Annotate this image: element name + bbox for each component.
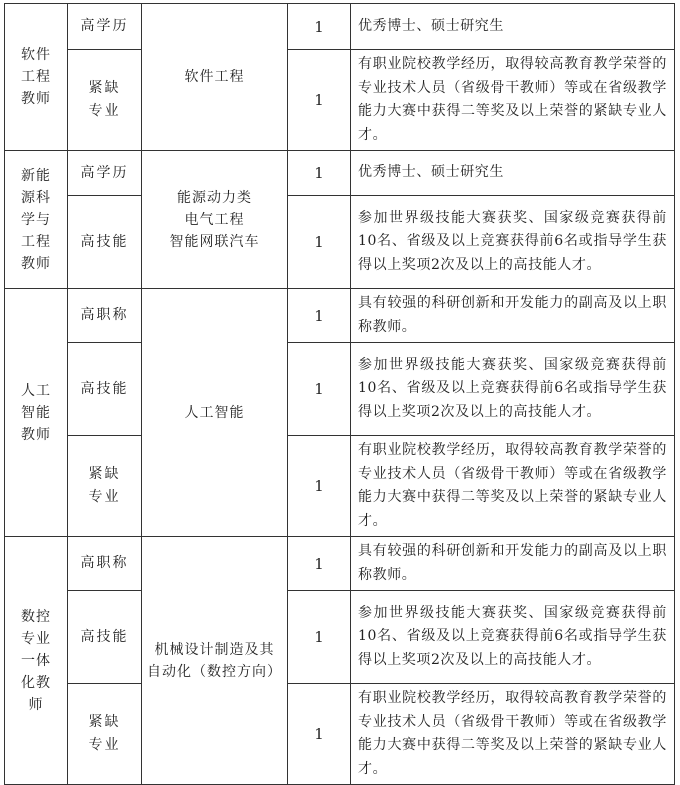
major-cell: 人工智能 <box>142 289 288 537</box>
talent-type-cell: 高技能 <box>68 591 142 684</box>
talent-type-cell: 高学历 <box>68 151 142 196</box>
post-cell: 数控 专业 一体 化教 师 <box>5 537 68 785</box>
headcount-cell: 1 <box>288 436 351 537</box>
major-cell: 软件工程 <box>142 4 288 151</box>
post-cell: 新能 源科 学与 工程 教师 <box>5 151 68 289</box>
table-row <box>5 50 675 151</box>
table-row <box>5 684 675 785</box>
headcount-cell: 1 <box>288 591 351 684</box>
post-cell: 软件 工程 教师 <box>5 4 68 151</box>
headcount-cell: 1 <box>288 537 351 591</box>
requirement-cell: 有职业院校教学经历，取得较高教育教学荣誉的专业技术人员（省级骨干教师）等或在省级教学能力大赛中获得二等奖及以上荣誉的紧缺专业人才。 <box>351 684 675 785</box>
headcount-cell: 1 <box>288 684 351 785</box>
talent-type-cell: 高职称 <box>68 289 142 343</box>
headcount-cell: 1 <box>288 196 351 289</box>
requirement-cell: 参加世界级技能大赛获奖、国家级竞赛获得前10名、省级及以上竞赛获得前6名或指导学生获得以上奖项2次及以上的高技能人才。 <box>351 196 675 289</box>
headcount-cell: 1 <box>288 151 351 196</box>
major-cell: 机械设计制造及其 自动化（数控方向） <box>142 537 288 785</box>
table-row <box>5 343 675 436</box>
post-cell: 人工 智能 教师 <box>5 289 68 537</box>
requirement-cell: 具有较强的科研创新和开发能力的副高及以上职称教师。 <box>351 537 675 591</box>
table-row <box>5 151 675 196</box>
table-row <box>5 4 675 50</box>
headcount-cell: 1 <box>288 343 351 436</box>
major-cell: 能源动力类 电气工程 智能网联汽车 <box>142 151 288 289</box>
talent-type-cell: 紧缺 专业 <box>68 436 142 537</box>
headcount-cell: 1 <box>288 50 351 151</box>
requirement-cell: 参加世界级技能大赛获奖、国家级竞赛获得前10名、省级及以上竞赛获得前6名或指导学生获得以上奖项2次及以上的高技能人才。 <box>351 591 675 684</box>
requirement-cell: 参加世界级技能大赛获奖、国家级竞赛获得前10名、省级及以上竞赛获得前6名或指导学生获得以上奖项2次及以上的高技能人才。 <box>351 343 675 436</box>
headcount-cell: 1 <box>288 4 351 50</box>
recruitment-table <box>4 3 675 785</box>
table-row <box>5 537 675 591</box>
talent-type-cell: 高技能 <box>68 196 142 289</box>
talent-type-cell: 高技能 <box>68 343 142 436</box>
talent-type-cell: 紧缺 专业 <box>68 50 142 151</box>
talent-type-cell: 高职称 <box>68 537 142 591</box>
talent-type-cell: 紧缺 专业 <box>68 684 142 785</box>
table-row <box>5 289 675 343</box>
requirement-cell: 有职业院校教学经历，取得较高教育教学荣誉的专业技术人员（省级骨干教师）等或在省级教学能力大赛中获得二等奖及以上荣誉的紧缺专业人才。 <box>351 436 675 537</box>
table-row <box>5 436 675 537</box>
requirement-cell: 优秀博士、硕士研究生 <box>351 4 675 50</box>
requirement-cell: 具有较强的科研创新和开发能力的副高及以上职称教师。 <box>351 289 675 343</box>
headcount-cell: 1 <box>288 289 351 343</box>
talent-type-cell: 高学历 <box>68 4 142 50</box>
requirement-cell: 优秀博士、硕士研究生 <box>351 151 675 196</box>
table-row <box>5 591 675 684</box>
table-row <box>5 196 675 289</box>
requirement-cell: 有职业院校教学经历，取得较高教育教学荣誉的专业技术人员（省级骨干教师）等或在省级教学能力大赛中获得二等奖及以上荣誉的紧缺专业人才。 <box>351 50 675 151</box>
